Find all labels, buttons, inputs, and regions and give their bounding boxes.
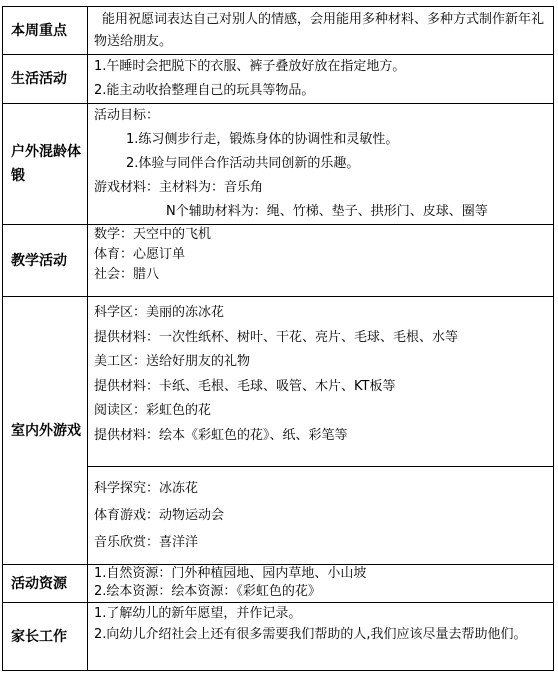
row-indoor	[3, 297, 554, 565]
list-item: 阅读区：彩虹色的花	[94, 403, 212, 418]
row-label: 教学活动	[3, 225, 88, 297]
row-content	[88, 565, 554, 603]
list-item: 科学探究：冰冻花	[94, 481, 199, 496]
row-focus	[3, 7, 554, 55]
list-item: 提供材料：一次性纸杯、树叶、干花、亮片、毛球、毛根、水等	[94, 329, 459, 345]
row-label: 室内外游戏	[3, 297, 88, 565]
materials-aux: N个辅助材料为：绳、竹梯、垫子、拱形门、皮球、圈等	[166, 204, 488, 219]
goal-title: 活动目标：	[94, 108, 160, 123]
list-item: 美工区：送给好朋友的礼物	[94, 354, 251, 369]
list-item: 2.体验与同伴合作活动共同创新的乐趣。	[126, 156, 360, 171]
row-label: 家长工作	[3, 603, 88, 671]
focus-text: 能用祝愿词表达自己对别人的情感，会用能用多种材料、多种方式制作新年礼物送给朋友。	[94, 12, 545, 49]
row-teaching	[3, 225, 554, 297]
row-life	[3, 55, 554, 104]
list-item: 2.能主动收拾整理自己的玩具等物品。	[94, 83, 315, 98]
list-item: 2.绘本资源：绘本资源：《彩虹色的花》	[94, 584, 321, 599]
indoor-extra	[88, 466, 553, 556]
row-content	[88, 7, 554, 55]
list-item: 体育：心愿订单	[94, 247, 186, 262]
list-item: 社会：腊八	[94, 267, 160, 282]
row-content	[88, 225, 554, 297]
weekly-plan-table	[2, 6, 554, 671]
list-item: 2.向幼儿介绍社会上还有很多需要我们帮助的人,我们应该尽量去帮助他们。	[94, 627, 527, 642]
list-item: 科学区：美丽的冻冰花	[94, 305, 225, 320]
row-content	[88, 55, 554, 104]
row-label: 本周重点	[3, 7, 88, 55]
list-item: 提供材料：绘本《彩虹色的花》、纸、彩笔等	[94, 427, 348, 443]
list-item: 1.午睡时会把脱下的衣服、裤子叠放好放在指定地方。	[94, 59, 406, 74]
list-item: 体育游戏：动物运动会	[94, 508, 225, 523]
list-item: 1.练习侧步行走，锻炼身体的协调性和灵敏性。	[126, 132, 399, 147]
row-outdoor	[3, 104, 554, 225]
list-item: 1.自然资源：门外种植园地、园内草地、小山坡	[94, 566, 367, 581]
row-label: 活动资源	[3, 565, 88, 603]
row-label: 户外混龄体锻	[3, 104, 88, 225]
row-resources	[3, 565, 554, 603]
row-content	[88, 104, 554, 225]
list-item: 提供材料：卡纸、毛根、毛球、吸管、木片、KT板等	[94, 378, 396, 394]
row-label: 生活活动	[3, 55, 88, 104]
row-content	[88, 297, 554, 565]
materials-main: 游戏材料：主材料为：音乐角	[94, 180, 264, 195]
list-item: 数学：天空中的飞机	[94, 227, 212, 242]
row-family	[3, 603, 554, 671]
list-item: 1.了解幼儿的新年愿望，并作记录。	[94, 606, 302, 621]
row-content	[88, 603, 554, 671]
list-item: 音乐欣赏：喜洋洋	[94, 535, 199, 550]
